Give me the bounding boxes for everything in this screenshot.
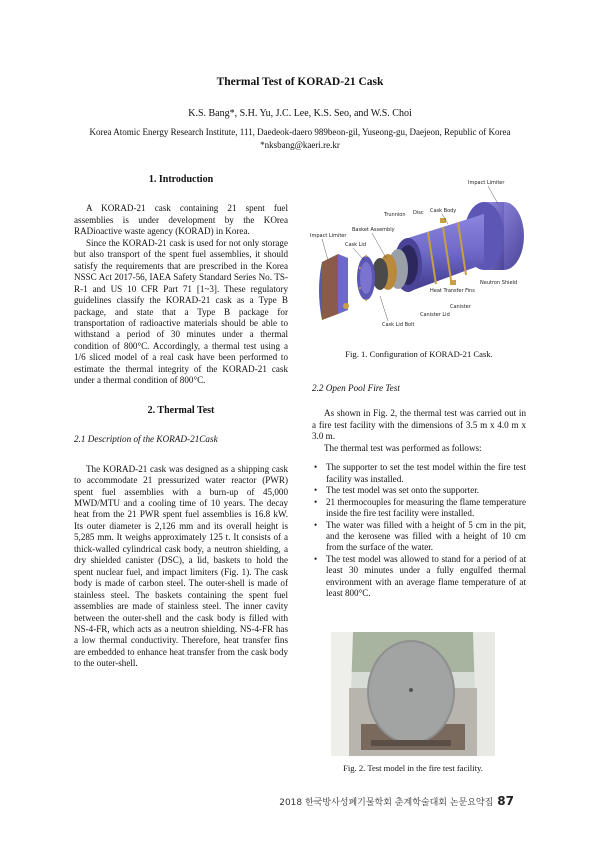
intro-paragraph-1: A KORAD-21 cask containing 21 spent fuel assemblies is under development by the KOrea RADioactive waste agency (KORAD) in Korea.: [74, 203, 288, 237]
canister-shape: [372, 249, 408, 290]
label-impact-limiter-top: Impact Limiter: [468, 180, 505, 186]
label-disc: Disc: [413, 210, 424, 216]
label-canister-lid: Canister Lid: [420, 312, 450, 318]
conference-name: 2018 한국방사성폐기물학회 춘계학술대회 논문요약집: [279, 798, 494, 808]
page-number: 87: [497, 794, 514, 808]
label-canister: Canister: [450, 304, 471, 310]
label-heat-transfer-fins: Heat Transfer Fins: [430, 288, 475, 294]
pool-paragraph-1: As shown in Fig. 2, the thermal test was carried out in a fire test facility with the dimensions of 3.5 m x 4.0 m x 3.0 m.: [312, 408, 526, 442]
subsection-heading-description: 2.1 Description of the KORAD-21Cask: [74, 434, 218, 445]
list-item: • The test model was set onto the supporter.: [312, 485, 526, 496]
label-neutron-shield: Neutron Shield: [480, 280, 518, 286]
label-cask-lid: Cask Lid: [345, 242, 366, 248]
figure-2-test-model-photo: [331, 632, 495, 756]
section-heading-introduction: 1. Introduction: [148, 174, 214, 185]
email: *nksbang@kaeri.re.kr: [260, 140, 340, 150]
label-basket-assembly: Basket Assembly: [352, 227, 395, 233]
label-trunnion: Trunnion: [384, 212, 406, 218]
list-item: • The test model was allowed to stand for a period of at least 30 minutes under a fully engulfed thermal environment with an average flame temperature of at least 800°C.: [312, 554, 526, 600]
procedure-list: [312, 462, 526, 599]
section-heading-thermal-test: 2. Thermal Test: [147, 404, 215, 416]
list-item: • 21 thermocouples for measuring the flame temperature inside the fire test facility were installed.: [312, 497, 526, 520]
impact-limiter-left-shape: [319, 254, 349, 320]
figure-2-caption: Fig. 2. Test model in the fire test facility.: [343, 763, 483, 773]
label-cask-body: Cask Body: [430, 208, 457, 214]
pool-paragraph-2: The thermal test was performed as follows:: [324, 442, 482, 453]
figure-1-caption: Fig. 1. Configuration of KORAD-21 Cask.: [345, 349, 493, 359]
description-paragraph: The KORAD-21 cask was designed as a shipping cask to accommodate 21 pressurized water reactor (PWR) spent fuel assemblies with a burn-up of 45,000 MWD/MTU and a cooling time of 10 years. The decay heat from the 21 PWR spent fuel assemblies is 16.8 kW. Its outer diameter is 2,126 mm and its overall height is 5,285 mm. It weighs approximately 125 t. It consists of a thick-walled cylindrical cask body, a neutron shielding, a dry shielded canister (DSC), a lid, baskets to hold the spent nuclear fuel, and impact limiters (Fig. 1). The cask body is made of carbon steel. The outer-shell is made of stainless steel. The baskets containing the spent fuel assemblies are made of stainless steel. The inner cavity between the outer-shell and the cask body is filled with NS-4-FR, which acts as a neutron shielding. NS-4-FR has a low thermal conductivity. Therefore, heat transfer fins are embedded to enhance heat transfer from the cask body to the outer-shell.: [74, 463, 288, 669]
affiliation: Korea Atomic Energy Research Institute, 111, Daedeok-daero 989beon-gil, Yuseong-gu, Daejeon, Republic of Korea: [89, 127, 511, 137]
list-item: • The supporter to set the test model within the fire test facility was installed.: [312, 462, 526, 485]
left-column: [74, 174, 288, 670]
author-list: K.S. Bang*, S.H. Yu, J.C. Lee, K.S. Seo, and W.S. Choi: [188, 108, 412, 119]
subsection-heading-open-pool-fire-test: 2.2 Open Pool Fire Test: [312, 383, 400, 393]
label-impact-limiter-left: Impact Limiter: [310, 233, 347, 239]
intro-paragraph-2: Since the KORAD-21 cask is used for not only storage but also transport of the spent fuel assemblies, it should satisfy the requirements that are prescribed in the Korea NSSC Act 2017-56, IAEA Safety Standard Series No. TS-R-1 and US 10 CFR Part 71 [1~3]. These regulatory guidelines classify the KORAD-21 cask as a Type B package, and state that a Type B package for transportation of radioactive materials should be able to withstand a period of 30 minutes under a thermal condition of 800°C. Accordingly, a thermal test using a 1/6 sliced model of a real cask have been performed to estimate the thermal integrity of the KORAD-21 cask under a thermal condition of 800°C.: [74, 237, 288, 386]
right-column: [312, 383, 526, 600]
affiliation-block: [0, 126, 600, 152]
paper-title: Thermal Test of KORAD-21 Cask: [216, 76, 384, 88]
list-item: • The water was filled with a height of 5 cm in the pit, and the kerosene was filled with a height of 10 cm from the surface of the water.: [312, 520, 526, 554]
label-cask-lid-bolt: Cask Lid Bolt: [382, 322, 415, 328]
figure-1-cask-configuration: [308, 174, 528, 346]
cask-lid-shape: [357, 255, 375, 301]
page-footer: [279, 794, 514, 808]
cask-body-shape: [394, 214, 484, 292]
